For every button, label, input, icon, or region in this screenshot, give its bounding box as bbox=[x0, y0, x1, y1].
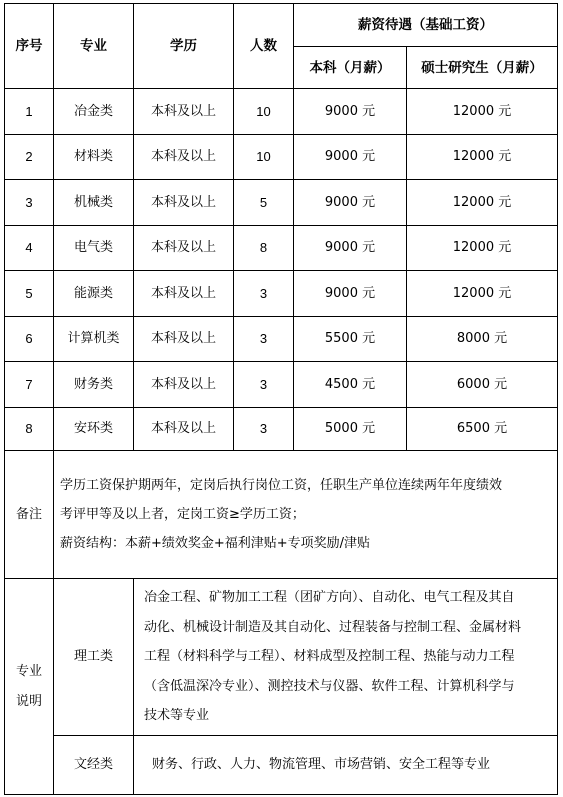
row-major: 能源类 bbox=[54, 271, 134, 317]
remarks-line: 学历工资保护期两年，定岗后执行岗位工资，任职生产单位连续两年年度绩效 bbox=[60, 478, 503, 493]
table-row bbox=[5, 408, 558, 451]
science-major-line: 动化、机械设计制造及其自动化、过程装备与控制工程、金属材料 bbox=[144, 619, 522, 635]
row-bachelor-salary: 5500 元 bbox=[294, 317, 407, 362]
remarks-line: 考评甲等及以上者，定岗工资≥学历工资； bbox=[60, 507, 305, 522]
row-education: 本科及以上 bbox=[134, 89, 234, 135]
row-no: 6 bbox=[5, 317, 54, 362]
row-major: 安环类 bbox=[54, 408, 134, 451]
header-education: 学历 bbox=[134, 4, 234, 89]
major-desc-label-line: 专业 bbox=[15, 663, 42, 679]
row-master-salary: 12000 元 bbox=[407, 89, 558, 135]
row-count: 10 bbox=[234, 135, 294, 180]
liberal-major-row bbox=[5, 736, 558, 795]
header-row-top bbox=[5, 4, 558, 47]
row-no: 5 bbox=[5, 271, 54, 317]
table-row bbox=[5, 89, 558, 135]
row-count: 3 bbox=[234, 408, 294, 451]
science-major-line: （含低温深冷专业）、测控技术与仪器、软件工程、计算机科学与 bbox=[144, 678, 515, 694]
table-row bbox=[5, 180, 558, 226]
science-major-line: 冶金工程、矿物加工工程（团矿方向）、自动化、电气工程及其自 bbox=[144, 590, 515, 606]
row-education: 本科及以上 bbox=[134, 317, 234, 362]
major-desc-label bbox=[5, 579, 54, 795]
row-master-salary: 12000 元 bbox=[407, 271, 558, 317]
row-major: 冶金类 bbox=[54, 89, 134, 135]
row-education: 本科及以上 bbox=[134, 362, 234, 408]
row-no: 4 bbox=[5, 226, 54, 271]
row-bachelor-salary: 9000 元 bbox=[294, 135, 407, 180]
row-no: 2 bbox=[5, 135, 54, 180]
row-no: 8 bbox=[5, 408, 54, 451]
row-count: 10 bbox=[234, 89, 294, 135]
table-row bbox=[5, 271, 558, 317]
row-count: 3 bbox=[234, 362, 294, 408]
table-row bbox=[5, 226, 558, 271]
row-bachelor-salary: 4500 元 bbox=[294, 362, 407, 408]
table-row bbox=[5, 135, 558, 180]
row-master-salary: 6500 元 bbox=[407, 408, 558, 451]
liberal-major-list: 财务、行政、人力、物流管理、市场营销、安全工程等专业 bbox=[134, 736, 558, 795]
row-education: 本科及以上 bbox=[134, 408, 234, 451]
row-master-salary: 12000 元 bbox=[407, 226, 558, 271]
row-education: 本科及以上 bbox=[134, 226, 234, 271]
science-major-line: 技术等专业 bbox=[144, 708, 210, 724]
row-master-salary: 12000 元 bbox=[407, 180, 558, 226]
row-count: 3 bbox=[234, 317, 294, 362]
row-education: 本科及以上 bbox=[134, 180, 234, 226]
header-major: 专业 bbox=[54, 4, 134, 89]
remarks-row bbox=[5, 451, 558, 579]
recruitment-table bbox=[4, 3, 558, 795]
science-major-line: 工程（材料科学与工程）、材料成型及控制工程、热能与动力工程 bbox=[144, 649, 515, 665]
row-no: 3 bbox=[5, 180, 54, 226]
liberal-category-label: 文经类 bbox=[54, 736, 134, 795]
header-bachelor: 本科（月薪） bbox=[294, 47, 407, 89]
row-major: 电气类 bbox=[54, 226, 134, 271]
row-bachelor-salary: 9000 元 bbox=[294, 271, 407, 317]
row-count: 8 bbox=[234, 226, 294, 271]
science-category-label: 理工类 bbox=[54, 579, 134, 736]
header-count: 人数 bbox=[234, 4, 294, 89]
row-major: 计算机类 bbox=[54, 317, 134, 362]
table-row bbox=[5, 362, 558, 408]
row-bachelor-salary: 5000 元 bbox=[294, 408, 407, 451]
row-education: 本科及以上 bbox=[134, 271, 234, 317]
science-major-list bbox=[134, 579, 558, 736]
header-master: 硕士研究生（月薪） bbox=[407, 47, 558, 89]
row-count: 5 bbox=[234, 180, 294, 226]
remarks-content bbox=[54, 451, 558, 579]
row-no: 7 bbox=[5, 362, 54, 408]
row-no: 1 bbox=[5, 89, 54, 135]
header-salary-group: 薪资待遇（基础工资） bbox=[294, 4, 558, 47]
row-bachelor-salary: 9000 元 bbox=[294, 89, 407, 135]
row-bachelor-salary: 9000 元 bbox=[294, 226, 407, 271]
remarks-label: 备注 bbox=[5, 451, 54, 579]
row-master-salary: 6000 元 bbox=[407, 362, 558, 408]
row-major: 材料类 bbox=[54, 135, 134, 180]
row-education: 本科及以上 bbox=[134, 135, 234, 180]
science-major-row bbox=[5, 579, 558, 736]
row-major: 机械类 bbox=[54, 180, 134, 226]
header-no: 序号 bbox=[5, 4, 54, 89]
row-master-salary: 8000 元 bbox=[407, 317, 558, 362]
table-row bbox=[5, 317, 558, 362]
row-bachelor-salary: 9000 元 bbox=[294, 180, 407, 226]
row-major: 财务类 bbox=[54, 362, 134, 408]
remarks-line: 薪资结构：本薪+绩效奖金+福利津贴+专项奖励/津贴 bbox=[60, 536, 371, 551]
major-desc-label-line: 说明 bbox=[15, 693, 42, 709]
row-master-salary: 12000 元 bbox=[407, 135, 558, 180]
row-count: 3 bbox=[234, 271, 294, 317]
